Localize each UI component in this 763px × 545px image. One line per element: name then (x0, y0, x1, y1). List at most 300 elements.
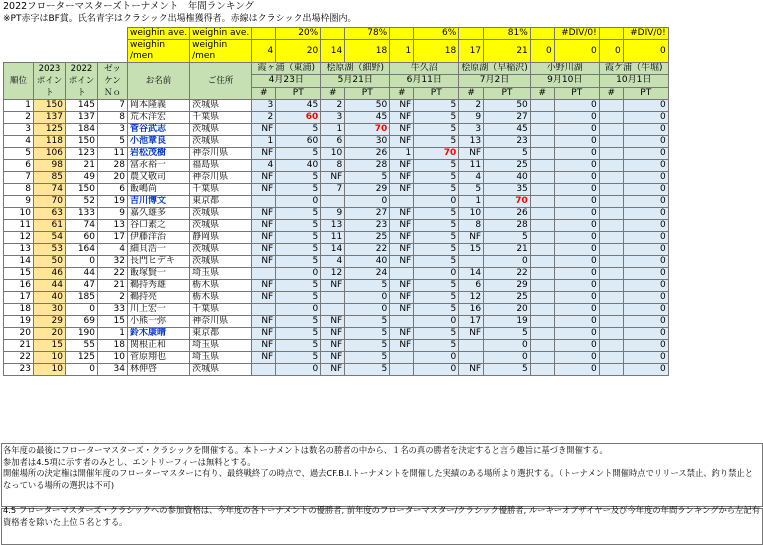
points-2022-cell: 52 (66, 196, 98, 208)
stats-men-value: 17 (459, 40, 484, 63)
rank-cell: 7 (4, 172, 34, 184)
event-place-cell (599, 184, 623, 196)
rules-paragraph-1: 各年度の最後にフローターマスターズ・クラシックを開催する。本トーナメントは数名の勝者の中から、１名の真の勝者を決定すると言う趣旨に基づき開催する。 (3, 445, 608, 455)
event-place-cell: NF (390, 256, 414, 268)
header-place-number: # (530, 87, 554, 99)
event-place-cell (530, 292, 554, 304)
event-place-cell (599, 340, 623, 352)
event-pt-cell: 70 (414, 148, 459, 160)
bib-number-cell: 33 (98, 304, 128, 316)
stats-label: weighin ave. (190, 28, 252, 40)
event-place-cell (252, 304, 276, 316)
address-cell: 栃木県 (190, 280, 252, 292)
rank-cell: 14 (4, 256, 34, 268)
event-place-cell (530, 208, 554, 220)
event-place-cell (599, 244, 623, 256)
points-2023-cell: 46 (34, 268, 66, 280)
event-pt-cell: 0 (554, 232, 599, 244)
angler-name-cell: 菅谷武志 (128, 124, 190, 136)
points-2022-cell: 145 (66, 100, 98, 112)
event-pt-cell: 0 (623, 280, 668, 292)
address-cell: 茨城県 (190, 364, 252, 376)
event-pt-cell: 0 (623, 268, 668, 280)
address-cell: 千葉県 (190, 112, 252, 124)
header-2022-points: 2022 ポイント (66, 63, 98, 100)
rank-cell: 9 (4, 196, 34, 208)
event-pt-cell: 5 (276, 184, 321, 196)
stats-men-value: 0 (623, 40, 668, 63)
event-pt-cell: 0 (554, 256, 599, 268)
event-pt-cell: 22 (484, 268, 531, 280)
event-place: 牛久沼 (390, 63, 459, 75)
event-pt-cell: 5 (276, 256, 321, 268)
event-place-cell: NF (252, 352, 276, 364)
stats-men-value: 1 (390, 40, 414, 63)
event-place-cell: NF (252, 244, 276, 256)
table-row (4, 112, 669, 124)
angler-name-cell: 岩松茂樹 (128, 148, 190, 160)
points-2023-cell: 54 (34, 232, 66, 244)
event-place-cell (599, 328, 623, 340)
event-place-cell: NF (390, 244, 414, 256)
event-pt-cell: 0 (623, 112, 668, 124)
address-cell: 東京都 (190, 328, 252, 340)
angler-name-cell: 伊藤洋治 (128, 232, 190, 244)
event-pt-cell: 0 (554, 172, 599, 184)
table-row (4, 220, 669, 232)
event-pt-cell: 5 (276, 172, 321, 184)
event-place-cell (599, 100, 623, 112)
address-cell: 東京都 (190, 196, 252, 208)
stats-cell (252, 28, 276, 40)
angler-name-cell: 鈴木康晴 (128, 328, 190, 340)
stats-men-value: 18 (345, 40, 390, 63)
table-row (4, 124, 669, 136)
event-pt-cell: 0 (484, 256, 531, 268)
event-place-cell: 3 (252, 100, 276, 112)
event-pt-cell: 35 (484, 184, 531, 196)
event-pt-cell: 0 (554, 184, 599, 196)
event-place-cell: NF (321, 280, 345, 292)
points-2023-cell: 30 (34, 304, 66, 316)
points-2023-cell: 150 (34, 100, 66, 112)
bib-number-cell: 7 (98, 100, 128, 112)
bib-number-cell: 1 (98, 328, 128, 340)
header-pt: PT (345, 87, 390, 99)
event-pt-cell: 0 (554, 244, 599, 256)
event-pt-cell: 5 (345, 328, 390, 340)
event-pt-cell: 0 (345, 304, 390, 316)
event-pt-cell: 25 (345, 232, 390, 244)
event-pt-cell: 5 (414, 220, 459, 232)
event-place-cell: NF (390, 100, 414, 112)
event-pt-cell: 0 (554, 100, 599, 112)
stats-spacer (4, 28, 128, 40)
angler-name-cell: 嘉久雄多 (128, 208, 190, 220)
event-place-cell: NF (321, 340, 345, 352)
angler-name-cell: 小熊一弥 (128, 316, 190, 328)
event-pt-cell: 5 (484, 364, 531, 376)
address-cell: 茨城県 (190, 208, 252, 220)
event-pt-cell: 40 (276, 160, 321, 172)
rank-cell: 12 (4, 232, 34, 244)
points-2023-cell: 29 (34, 316, 66, 328)
header-place-number: # (459, 87, 484, 99)
event-place-cell: 15 (459, 244, 484, 256)
page-title: 2022フローターマスターズトーナメント 年間ランキング (3, 1, 255, 12)
event-place-cell (530, 184, 554, 196)
table-row (4, 148, 669, 160)
event-pt-cell: 25 (484, 160, 531, 172)
bib-number-cell: 19 (98, 196, 128, 208)
stats-label: weighin /men (190, 40, 252, 63)
bib-number-cell: 9 (98, 208, 128, 220)
bib-number-cell: 15 (98, 316, 128, 328)
event-place-cell: NF (252, 184, 276, 196)
event-pt-cell: 0 (484, 340, 531, 352)
event-place-cell (321, 304, 345, 316)
event-pt-cell: 5 (414, 172, 459, 184)
event-place-cell: 3 (321, 112, 345, 124)
header-pt: PT (484, 87, 531, 99)
rank-cell: 23 (4, 364, 34, 376)
event-place-cell (530, 112, 554, 124)
event-pt-cell: 0 (345, 196, 390, 208)
event-pt-cell: 0 (414, 196, 459, 208)
stats-ave-value: 20% (276, 28, 321, 40)
event-pt-cell: 5 (345, 340, 390, 352)
event-pt-cell: 5 (276, 220, 321, 232)
event-place-cell: 1 (390, 148, 414, 160)
table-row (4, 208, 669, 220)
event-place-cell (599, 160, 623, 172)
event-date: 10月1日 (599, 75, 668, 87)
stats-label: weighin ave. (128, 28, 190, 40)
event-place-cell (530, 352, 554, 364)
points-2022-cell: 55 (66, 340, 98, 352)
event-place-cell (252, 196, 276, 208)
points-2022-cell: 47 (66, 280, 98, 292)
event-pt-cell: 40 (345, 256, 390, 268)
address-cell: 福島県 (190, 160, 252, 172)
points-2023-cell: 40 (34, 292, 66, 304)
event-place-cell (530, 256, 554, 268)
event-pt-cell: 60 (276, 112, 321, 124)
points-2022-cell: 164 (66, 244, 98, 256)
event-date: 7月2日 (459, 75, 531, 87)
event-pt-cell: 0 (276, 196, 321, 208)
event-place-cell (599, 280, 623, 292)
rank-cell: 2 (4, 112, 34, 124)
event-place-cell (599, 316, 623, 328)
event-place-cell (530, 244, 554, 256)
event-place-cell (599, 148, 623, 160)
event-pt-cell: 5 (276, 352, 321, 364)
event-pt-cell: 23 (345, 220, 390, 232)
bib-number-cell: 17 (98, 232, 128, 244)
rank-cell: 4 (4, 136, 34, 148)
stats-label: weighin /men (128, 40, 190, 63)
event-place-cell: NF (390, 304, 414, 316)
event-place-cell: 2 (252, 112, 276, 124)
event-place: 霞ケ浦（牛堀) (599, 63, 668, 75)
event-pt-cell: 5 (414, 232, 459, 244)
event-place-cell: 17 (459, 316, 484, 328)
rank-cell: 8 (4, 184, 34, 196)
event-pt-cell: 0 (554, 208, 599, 220)
bib-number-cell: 21 (98, 280, 128, 292)
bib-number-cell: 32 (98, 256, 128, 268)
address-cell: 静岡県 (190, 232, 252, 244)
event-pt-cell: 5 (414, 100, 459, 112)
stats-ave-value: 81% (484, 28, 531, 40)
stats-cell (321, 28, 345, 40)
event-place-cell (459, 256, 484, 268)
event-pt-cell: 5 (276, 316, 321, 328)
address-cell: 神奈川県 (190, 316, 252, 328)
event-place-cell: NF (321, 364, 345, 376)
event-place-cell: NF (459, 232, 484, 244)
event-place-cell: 8 (321, 160, 345, 172)
event-place-cell: NF (459, 364, 484, 376)
points-2022-cell: 0 (66, 364, 98, 376)
event-pt-cell: 5 (276, 208, 321, 220)
event-place-cell: NF (390, 340, 414, 352)
header-place-number: # (599, 87, 623, 99)
stats-ave-value: 78% (345, 28, 390, 40)
event-place-cell: NF (390, 172, 414, 184)
event-pt-cell: 0 (623, 316, 668, 328)
rank-cell: 21 (4, 340, 34, 352)
table-row (4, 316, 669, 328)
ranking-table (3, 27, 669, 376)
angler-name-cell: 飯嶋尚 (128, 184, 190, 196)
header-name: お名前 (128, 63, 190, 100)
event-pt-cell: 0 (554, 340, 599, 352)
event-pt-cell: 29 (484, 280, 531, 292)
event-place-cell (252, 364, 276, 376)
event-place-cell: 9 (459, 112, 484, 124)
event-place-cell (599, 352, 623, 364)
points-2022-cell: 0 (66, 304, 98, 316)
event-pt-cell: 60 (276, 136, 321, 148)
event-pt-cell: 50 (345, 100, 390, 112)
event-pt-cell: 0 (554, 268, 599, 280)
event-pt-cell: 0 (414, 316, 459, 328)
event-pt-cell: 0 (554, 136, 599, 148)
event-pt-cell: 0 (623, 160, 668, 172)
points-2023-cell: 20 (34, 328, 66, 340)
event-place-cell: 10 (459, 208, 484, 220)
event-pt-cell: 26 (345, 148, 390, 160)
angler-name-cell: 長門ヒデキ (128, 256, 190, 268)
header-row (4, 63, 669, 75)
event-pt-cell: 0 (623, 232, 668, 244)
event-place: 小野川湖 (530, 63, 599, 75)
points-2023-cell: 85 (34, 172, 66, 184)
stats-row-2 (4, 40, 669, 63)
points-2023-cell: 10 (34, 352, 66, 364)
event-place-cell: 13 (459, 136, 484, 148)
event-pt-cell: 20 (484, 304, 531, 316)
event-pt-cell: 21 (484, 244, 531, 256)
event-pt-cell: 0 (623, 328, 668, 340)
header-2023-points: 2023 ポイント (34, 63, 66, 100)
event-pt-cell: 40 (484, 172, 531, 184)
angler-name-cell: 農又敬司 (128, 172, 190, 184)
event-place-cell: 16 (459, 304, 484, 316)
bib-number-cell: 22 (98, 268, 128, 280)
event-pt-cell: 5 (414, 292, 459, 304)
event-place-cell: NF (390, 136, 414, 148)
event-pt-cell: 70 (484, 196, 531, 208)
event-pt-cell: 5 (414, 340, 459, 352)
angler-name-cell: 荒木洋宏 (128, 112, 190, 124)
points-2022-cell: 137 (66, 112, 98, 124)
event-place-cell (599, 292, 623, 304)
event-pt-cell: 0 (623, 184, 668, 196)
event-pt-cell: 19 (484, 316, 531, 328)
event-place: 霞ヶ浦（東浦) (252, 63, 321, 75)
event-place-cell: 6 (459, 280, 484, 292)
event-pt-cell: 0 (623, 340, 668, 352)
event-place-cell (599, 268, 623, 280)
rank-cell: 17 (4, 292, 34, 304)
rules-paragraph-3: 開催場所の決定権は開催年度のフローターマスターに有り、最終戦終了の時点で、過去CF.B.I.トーナメントを開催した実績のある場所より選択する。（トーナメント開催時点でリリース禁止、釣り禁止となっている場所の選択は不可) (3, 468, 754, 490)
event-place-cell: 4 (252, 160, 276, 172)
event-place-cell: NF (390, 292, 414, 304)
event-place-cell (530, 328, 554, 340)
bib-number-cell: 4 (98, 244, 128, 256)
event-pt-cell: 5 (276, 244, 321, 256)
points-2023-cell: 61 (34, 220, 66, 232)
event-pt-cell: 0 (623, 124, 668, 136)
event-place-cell: 7 (321, 184, 345, 196)
points-2022-cell: 49 (66, 172, 98, 184)
address-cell: 栃木県 (190, 292, 252, 304)
event-date: 4月23日 (252, 75, 321, 87)
points-2022-cell: 133 (66, 208, 98, 220)
event-place-cell: NF (252, 208, 276, 220)
angler-name-cell: 関根正和 (128, 340, 190, 352)
event-pt-cell: 0 (623, 304, 668, 316)
event-place-cell: NF (390, 232, 414, 244)
event-pt-cell: 27 (345, 208, 390, 220)
event-pt-cell: 5 (484, 148, 531, 160)
event-pt-cell: 5 (484, 328, 531, 340)
event-place-cell (390, 364, 414, 376)
table-row (4, 172, 669, 184)
event-date: 6月11日 (390, 75, 459, 87)
address-cell: 茨城県 (190, 136, 252, 148)
event-pt-cell: 0 (623, 136, 668, 148)
event-place-cell: NF (321, 172, 345, 184)
address-cell: 茨城県 (190, 244, 252, 256)
bib-number-cell: 2 (98, 292, 128, 304)
bib-number-cell: 5 (98, 136, 128, 148)
event-pt-cell: 0 (276, 304, 321, 316)
angler-name-cell: 飯塚賢一 (128, 268, 190, 280)
event-place-cell (459, 340, 484, 352)
event-place-cell: NF (252, 148, 276, 160)
event-place-cell (599, 232, 623, 244)
angler-name-cell: 岡本隆義 (128, 100, 190, 112)
event-place-cell (599, 208, 623, 220)
table-row (4, 256, 669, 268)
stats-men-value: 14 (321, 40, 345, 63)
event-pt-cell: 5 (414, 256, 459, 268)
angler-name-cell: 菅原翔也 (128, 352, 190, 364)
event-pt-cell: 70 (345, 124, 390, 136)
event-pt-cell: 0 (276, 268, 321, 280)
event-pt-cell: 5 (276, 340, 321, 352)
bib-number-cell: 13 (98, 220, 128, 232)
rank-cell: 13 (4, 244, 34, 256)
event-place-cell: 11 (459, 160, 484, 172)
header-rank: 順位 (4, 63, 34, 100)
table-row (4, 304, 669, 316)
event-pt-cell: 28 (345, 160, 390, 172)
points-2022-cell: 125 (66, 352, 98, 364)
event-place-cell (599, 304, 623, 316)
event-place-cell: NF (390, 112, 414, 124)
event-place-cell: NF (252, 316, 276, 328)
event-place-cell (390, 316, 414, 328)
event-pt-cell: 45 (276, 100, 321, 112)
stats-ave-value: #DIV/0! (623, 28, 668, 40)
points-2022-cell: 184 (66, 124, 98, 136)
points-2023-cell: 98 (34, 160, 66, 172)
event-place-cell: 12 (321, 268, 345, 280)
event-pt-cell: 0 (623, 172, 668, 184)
points-2022-cell: 69 (66, 316, 98, 328)
rank-cell: 5 (4, 148, 34, 160)
points-2022-cell: 150 (66, 136, 98, 148)
rank-cell: 18 (4, 304, 34, 316)
event-pt-cell: 5 (414, 184, 459, 196)
event-pt-cell: 5 (414, 112, 459, 124)
bib-number-cell: 34 (98, 364, 128, 376)
event-pt-cell: 22 (345, 244, 390, 256)
event-place-cell: 2 (321, 100, 345, 112)
angler-name-cell: 林伸啓 (128, 364, 190, 376)
rank-cell: 15 (4, 268, 34, 280)
event-place-cell: 14 (321, 244, 345, 256)
event-place-cell: NF (252, 328, 276, 340)
bib-number-cell: 11 (98, 148, 128, 160)
event-pt-cell: 0 (623, 100, 668, 112)
event-place-cell (530, 136, 554, 148)
header-place-number: # (390, 87, 414, 99)
table-row (4, 328, 669, 340)
event-place-cell: NF (252, 292, 276, 304)
event-place-cell: NF (459, 148, 484, 160)
event-place-cell: NF (390, 280, 414, 292)
rank-cell: 10 (4, 208, 34, 220)
event-place-cell: NF (390, 184, 414, 196)
header-pt: PT (276, 87, 321, 99)
address-cell: 神奈川県 (190, 148, 252, 160)
event-pt-cell: 45 (484, 124, 531, 136)
event-place-cell: NF (252, 124, 276, 136)
event-place: 桧原湖（細野) (321, 63, 390, 75)
event-place-cell: 1 (321, 124, 345, 136)
event-pt-cell: 5 (276, 280, 321, 292)
event-pt-cell: 0 (414, 268, 459, 280)
event-place-cell: 2 (459, 100, 484, 112)
event-place-cell (530, 148, 554, 160)
event-place-cell: 8 (459, 220, 484, 232)
